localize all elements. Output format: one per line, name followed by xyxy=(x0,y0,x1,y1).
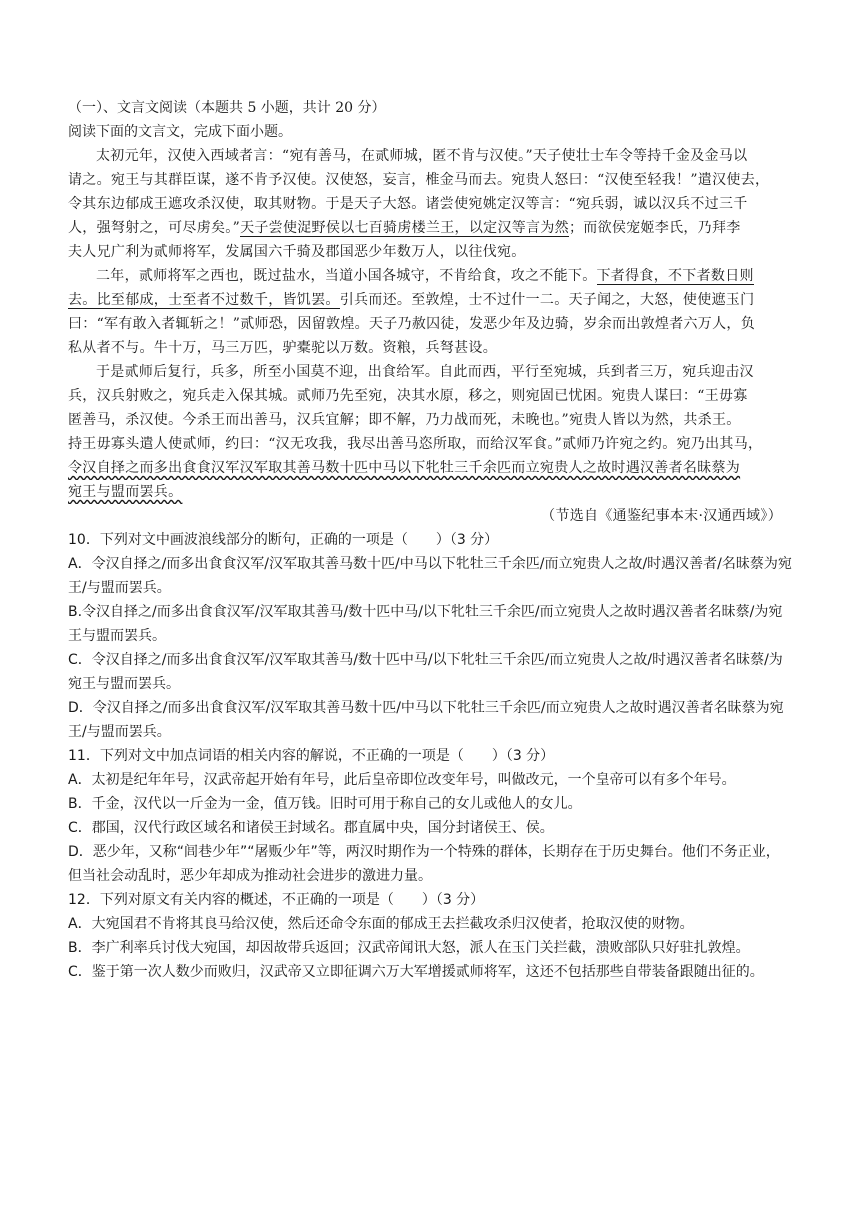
passage-line: 太初元年，汉使入西域者言：“宛有善马，在贰师城，匿不肯与汉使。”天子使壮士车令等持千金及金马以 xyxy=(96,148,748,164)
classical-passage xyxy=(68,144,792,528)
question-12 xyxy=(68,888,792,984)
option-c: C．郡国，汉代行政区域名和诸侯王封域名。郡直属中央，国分封诸侯王、侯。 xyxy=(68,820,554,836)
passage-text: ；而欲侯宠姬李氏，乃拜李 xyxy=(568,220,741,236)
passage-line: 兵，汉兵射败之，宛兵走入保其城。贰师乃先至宛，决其水原，移之，则宛固已忧困。宛贵人谋曰：“王毋寡 xyxy=(68,388,748,404)
question-10 xyxy=(68,528,792,744)
question-stem: 12．下列对原文有关内容的概述，不正确的一项是（ ）（3 分） xyxy=(68,892,485,908)
passage-line xyxy=(68,288,792,312)
passage-line: 曰：“军有敢入者辄斩之！”贰师恐，因留敦煌。天子乃赦囚徒，发恶少年及边骑，岁余而出敦煌者六万人，负 xyxy=(68,316,756,332)
option-d: D．恶少年，又称“闾巷少年”“屠贩少年”等，两汉时期作为一个特殊的群体，长期存在于历史舞台。他们不务正业，但当社会动乱时，恶少年却成为推动社会进步的激进力量。 xyxy=(68,844,780,884)
passage-line xyxy=(68,216,792,240)
instruction-text: 阅读下面的文言文，完成下面小题。 xyxy=(68,124,292,140)
option-a: A．太初是纪年年号，汉武帝起开始有年号，此后皇帝即位改变年号，叫做改元，一个皇帝可以有多个年号。 xyxy=(68,772,736,788)
passage-text: 二年，贰师将军之西也，既过盐水，当道小国各城守，不肯给食，攻之不能下。 xyxy=(96,268,597,284)
option-a: A．大宛国君不肯将其良马给汉使，然后还命令东面的郁成王去拦截攻杀归汉使者，抢取汉使的财物。 xyxy=(68,916,694,932)
passage-text: 人，强弩射之，可尽虏矣。” xyxy=(68,220,241,236)
passage-line: 请之。宛王与其群臣谋，遂不肯予汉使。汉使怒，妄言，椎金马而去。宛贵人怒曰：“汉使至轻我！”遣汉使去， xyxy=(68,172,770,188)
passage-line: 私从者不与。牛十万，马三万匹，驴橐驼以万数。资粮，兵弩甚设。 xyxy=(68,340,497,356)
option-d: D．令汉自择之/而多出食食汉军/汉军取其善马数十匹/中马以下牝牡三千余匹/而立宛贵人之故时遇汉善者名昧蔡为宛王/与盟而罢兵。 xyxy=(68,700,784,740)
question-stem: 10．下列对文中画波浪线部分的断句，正确的一项是（ ）（3 分） xyxy=(68,532,499,548)
passage-line: 持王毋寡头遣人使贰师，约曰：“汉无攻我，我尽出善马恣所取，而给汉军食。”贰师乃许宛之约。宛乃出其马， xyxy=(68,436,763,452)
wavy-sentence: 令汉自择之而多出食食汉军汉军取其善马数十匹中马以下牝牡三千余匹而立宛贵人之故时遇汉善者名昧蔡为 xyxy=(68,460,741,476)
question-stem: 11．下列对文中加点词语的相关内容的解说，不正确的一项是（ ）（3 分） xyxy=(68,748,555,764)
underlined-sentence: 天子尝使浞野侯以七百骑虏楼兰王，以定汉等言为然 xyxy=(240,220,569,236)
passage-line: 令其东边郁成王遮攻杀汉使，取其财物。于是天子大怒。诸尝使宛姚定汉等言：“宛兵弱，诚以汉兵不过三千 xyxy=(68,196,748,212)
option-b: B.令汉自择之/而多出食食汉军/汉军取其善马/数十匹中马/以下牝牡三千余匹/而立宛贵人之故时遇汉善者名昧蔡/为宛王与盟而罢兵。 xyxy=(68,604,783,644)
section-title: （一）、文言文阅读（本题共 5 小题，共计 20 分） xyxy=(68,100,386,116)
wavy-sentence: 宛王与盟而罢兵。 xyxy=(68,484,183,500)
underlined-sentence: 去。比至郁成，士至者不过数千，皆饥罢。 xyxy=(68,292,340,308)
passage-text: 引兵而还。至敦煌，士不过什一二。天子闻之，大怒，使使遮玉门 xyxy=(339,292,755,308)
wavy-underlined-line xyxy=(68,456,792,480)
option-a: A．令汉自择之/而多出食食汉军/汉军取其善马数十匹/中马以下牝牡三千余匹/而立宛贵人之故/时遇汉善者/名昧蔡为宛王/与盟而罢兵。 xyxy=(68,556,792,596)
source-citation: （节选自《通鉴纪事本末·汉通西域》） xyxy=(541,508,782,524)
passage-line: 于是贰师后复行，兵多，所至小国莫不迎，出食给军。自此而西，平行至宛城，兵到者三万，宛兵迎击汉 xyxy=(96,364,754,380)
option-c: C．令汉自择之/而多出食食汉军/汉军取其善马/数十匹中马/以下牝牡三千余匹/而立宛贵人之故/时遇汉善者名昧蔡/为宛王与盟而罢兵。 xyxy=(68,652,783,692)
wavy-underlined-line xyxy=(68,480,792,504)
passage-line: 匿善马，杀汉使。今杀王而出善马，汉兵宜解；即不解，乃力战而死，未晚也。”宛贵人皆以为然，共杀王。 xyxy=(68,412,741,428)
underlined-sentence: 下者得食，不下者数日则 xyxy=(596,268,754,284)
passage-line: 夫人兄广利为贰师将军，发属国六千骑及郡国恶少年数万人，以往伐宛。 xyxy=(68,244,526,260)
option-b: B．千金，汉代以一斤金为一金，值万钱。旧时可用于称自己的女儿或他人的女儿。 xyxy=(68,796,582,812)
option-b: B．李广利率兵讨伐大宛国，却因故带兵返回；汉武帝闻讯大怒，派人在玉门关拦截，溃败部队只好驻扎敦煌。 xyxy=(68,940,750,956)
passage-line xyxy=(68,264,792,288)
question-11 xyxy=(68,744,792,888)
option-c: C．鉴于第一次人数少而败归，汉武帝又立即征调六万大军增援贰师将军，这还不包括那些自带装备跟随出征的。 xyxy=(68,964,764,980)
